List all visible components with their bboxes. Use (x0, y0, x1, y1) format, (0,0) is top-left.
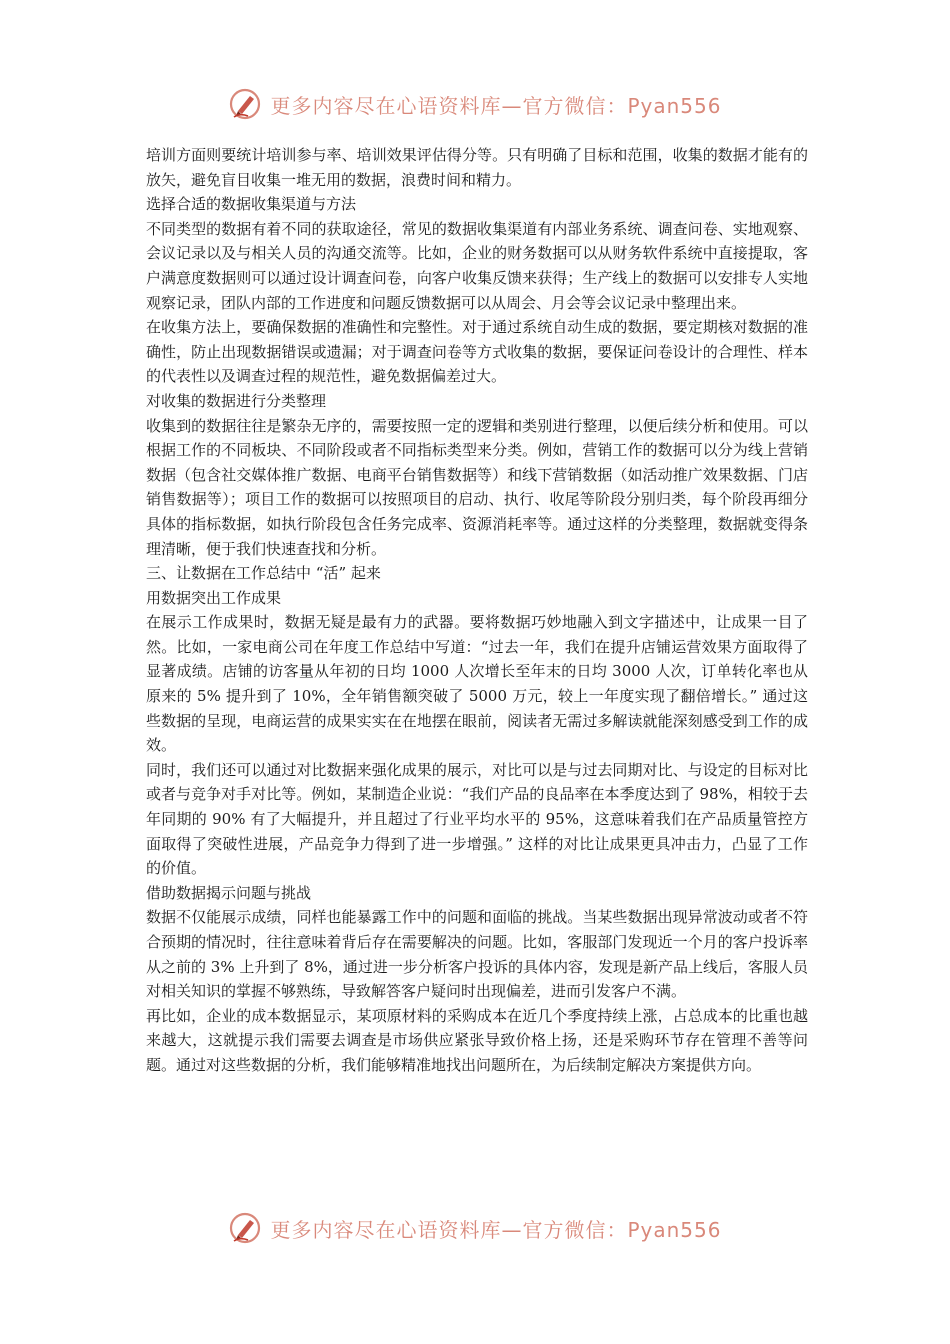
section-heading-three: 三、让数据在工作总结中 “活” 起来 (146, 564, 381, 583)
paragraph-classification: 收集到的数据往往是繁杂无序的，需要按照一定的逻辑和类别进行整理，以便后续分析和使用。可以根据工作的不同板块、不同阶段或者不同指标类型来分类。例如，营销工作的数据可以分为线上营销数据（包含社交媒体推广数据、电商平台销售数据等）和线下营销数据（如活动推广效果数据、门店销售数据等）；项目工作的数据可以按照项目的启动、执行、收尾等阶段分别归类，每个阶段再细分具体的指标数据，如执行阶段包含任务完成率、资源消耗率等。通过这样的分类整理，数据就变得条理清晰，便于我们快速查找和分析。 (146, 416, 808, 558)
paragraph-comparison-example: 同时，我们还可以通过对比数据来强化成果的展示，对比可以是与过去同期对比、与设定的目标对比或者与竞争对手对比等。例如，某制造企业说：“我们产品的良品率在本季度达到了 98%，相较于去年同期的 90% 有了大幅提升，并且超过了行业平均水平的 95%，这意味着我们在产品质量管控方面取得了突破性进展，产品竞争力得到了进一步增强。” 这样的对比让成果更具冲击力，凸显了工作的价值。 (146, 760, 808, 878)
heading-classification: 对收集的数据进行分类整理 (146, 391, 327, 410)
header-banner (0, 84, 950, 124)
paragraph-channels: 不同类型的数据有着不同的获取途径，常见的数据收集渠道有内部业务系统、调查问卷、实地观察、会议记录以及与相关人员的沟通交流等。比如，企业的财务数据可以从财务软件系统中直接提取，客户满意度数据则可以通过设计调查问卷，向客户收集反馈来获得；生产线上的数据可以安排专人实地观察记录，团队内部的工作进度和问题反馈数据可以从周会、月会等会议记录中整理出来。 (146, 219, 808, 312)
banner-text: 更多内容尽在心语资料库—官方微信：Pyan556 (270, 1217, 722, 1242)
pen-nib-logo-icon (228, 87, 262, 121)
paragraph-cost-example: 再比如，企业的成本数据显示，某项原材料的采购成本在近几个季度持续上涨，占总成本的比重也越来越大，这就提示我们需要去调查是市场供应紧张导致价格上扬，还是采购环节存在管理不善等问题。通过对这些数据的分析，我们能够精准地找出问题所在，为后续制定解决方案提供方向。 (146, 1006, 808, 1074)
banner-text: 更多内容尽在心语资料库—官方微信：Pyan556 (270, 93, 722, 118)
footer-banner (0, 1208, 950, 1248)
pen-nib-logo-icon (228, 1211, 262, 1245)
document-body (146, 143, 808, 1078)
heading-highlight-results: 用数据突出工作成果 (146, 588, 282, 607)
heading-reveal-problems: 借助数据揭示问题与挑战 (146, 883, 312, 902)
paragraph-training-stats: 培训方面则要统计培训参与率、培训效果评估得分等。只有明确了目标和范围，收集的数据才能有的放矢，避免盲目收集一堆无用的数据，浪费时间和精力。 (146, 146, 808, 189)
paragraph-complaint-example: 数据不仅能展示成绩，同样也能暴露工作中的问题和面临的挑战。当某些数据出现异常波动或者不符合预期的情况时，往往意味着背后存在需要解决的问题。比如，客服部门发现近一个月的客户投诉率从之前的 3% 上升到了 8%，通过进一步分析客户投诉的具体内容，发现是新产品上线后，客服人员对相关知识的掌握不够熟练，导致解答客户疑问时出现偏差，进而引发客户不满。 (146, 908, 808, 1001)
paragraph-methods: 在收集方法上，要确保数据的准确性和完整性。对于通过系统自动生成的数据，要定期核对数据的准确性，防止出现数据错误或遗漏；对于调查问卷等方式收集的数据，要保证问卷设计的合理性、样本的代表性以及调查过程的规范性，避免数据偏差过大。 (146, 318, 808, 386)
heading-collection-channels: 选择合适的数据收集渠道与方法 (146, 195, 357, 214)
paragraph-ecommerce-example: 在展示工作成果时，数据无疑是最有力的武器。要将数据巧妙地融入到文字描述中，让成果一目了然。比如，一家电商公司在年度工作总结中写道：“过去一年，我们在提升店铺运营效果方面取得了显著成绩。店铺的访客量从年初的日均 1000 人次增长至年末的日均 3000 人次，订单转化率也从原来的 5% 提升到了 10%，全年销售额突破了 5000 万元，较上一年度实现了翻倍增长。” 通过这些数据的呈现，电商运营的成果实实在在地摆在眼前，阅读者无需过多解读就能深刻感受到工作的成效。 (146, 613, 808, 755)
